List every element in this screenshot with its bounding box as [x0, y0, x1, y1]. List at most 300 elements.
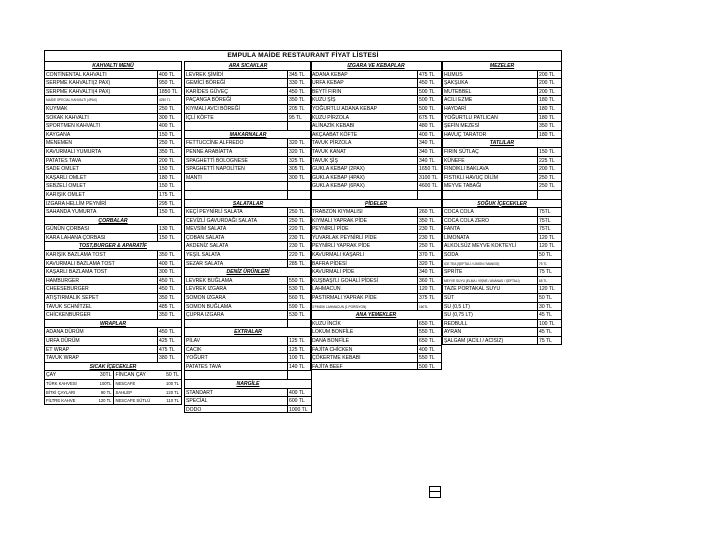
menu-item [310, 113, 442, 122]
menu-item [310, 362, 442, 371]
item-price: 75TL [539, 226, 551, 233]
item-name: GÜNÜN ÇORBASI [45, 225, 158, 233]
item-price: 250 TL [419, 243, 435, 250]
item-name: PAÇANGA BÖREĞİ [185, 96, 288, 104]
menu-item [44, 250, 182, 259]
menu-item [184, 302, 312, 311]
menu-item [184, 241, 312, 250]
item-name: KUZU PİRZOLA [311, 114, 418, 122]
item-name: DANA BONFİLE [311, 337, 418, 345]
item-price: 250 TL [159, 140, 175, 147]
item-price: 205 TL [289, 105, 305, 112]
item-name: TAVUK SCHNİTZEL [45, 303, 158, 311]
menu-item [310, 216, 442, 225]
item-price: 50 TL [539, 252, 552, 259]
item-price: 370 TL [419, 252, 435, 259]
item-name: PENNE ARABİATTA [185, 148, 288, 156]
section-header [184, 379, 312, 388]
item-price: 150 TL [159, 209, 175, 216]
menu-item [442, 181, 562, 190]
item-name: BAFRA PİDESİ [311, 260, 418, 268]
item-price: 350 TL [159, 312, 175, 319]
item-price: 200 TL [539, 71, 555, 78]
item-price: 125 TL [289, 338, 305, 344]
item-price: 120 TL [539, 243, 555, 250]
item-price: 120 TL [539, 234, 555, 241]
item-name: LEVREK IZGARA [185, 285, 288, 293]
item-name [185, 122, 288, 130]
item-price: 480 TL [419, 123, 435, 130]
item-price: 560 TL [289, 295, 305, 302]
item-price: 530 TL [289, 312, 305, 319]
item-price: 305 TL [289, 166, 305, 173]
column-1 [44, 61, 182, 405]
item-name [185, 182, 288, 190]
item-price: 375 TL [419, 295, 435, 302]
menu-item [44, 267, 182, 276]
item-name: MEYVE SUYU (ELMA / VİŞNE / ANANAS / ŞEFTALİ) [443, 277, 538, 285]
menu-item [184, 319, 312, 328]
menu-item [310, 156, 442, 165]
section-header-label: IZGARA VE KEBAPLAR [347, 63, 405, 69]
item-name [185, 320, 288, 328]
item-name: SEZAR SALATA [185, 260, 288, 268]
item-name: MUTEBBEL [443, 88, 538, 96]
item-name: CONTİNENTAL KAHVALTI [45, 71, 158, 79]
item-price: 320 TL [289, 148, 305, 155]
item-price: 590 TL [289, 303, 305, 310]
item-price: 300 TL [289, 174, 305, 181]
item-name: GUKLA KEBAP (4PAX) [311, 174, 418, 182]
item-name: STANDART [185, 389, 288, 397]
item-price: 230 TL [419, 226, 435, 233]
item-price: 75TL [539, 209, 551, 216]
item-name: MANTI [185, 174, 288, 182]
menu-item [44, 233, 182, 242]
item-name: FISTIKLI HAVUÇ DİLİM [443, 174, 538, 182]
menu-item [442, 293, 562, 302]
menu-item [442, 233, 562, 242]
item-price: 475 TL [159, 346, 175, 353]
menu-item [310, 345, 442, 354]
item-price: 30TL [87, 371, 114, 379]
menu-item [310, 250, 442, 259]
section-header-label: PİDELER [364, 200, 388, 207]
section-header-label: TATLILAR [489, 140, 515, 147]
item-price: 485 TL [159, 303, 175, 310]
item-price [288, 371, 311, 379]
item-name: CACIK [185, 346, 288, 354]
item-price: 400 TL [159, 260, 175, 267]
menu-item [184, 207, 312, 216]
item-price [288, 320, 311, 328]
menu-item [442, 259, 562, 268]
item-price: 175 TL [159, 191, 175, 198]
section-header-label: DENİZ ÜRÜNLERİ [226, 269, 270, 276]
item-name: KAVURMALI YUMURTA [45, 148, 158, 156]
item-price: 320 TL [419, 260, 435, 267]
menu-item [184, 353, 312, 362]
item-name: SEBZELİ OMLET [45, 182, 158, 190]
item-name: KAŞARLI OMLET [45, 174, 158, 182]
menu-item [310, 267, 442, 276]
menu-item [310, 207, 442, 216]
item-name: BİTKİ ÇAYLARI [46, 389, 76, 395]
item-price: 220 TL [289, 226, 305, 233]
item-name: HUMUS [443, 71, 538, 79]
menu-item [184, 164, 312, 173]
menu-item [184, 345, 312, 354]
item-price: 180 TL [539, 131, 555, 138]
item-name: İÇLİ KÖFTE [185, 114, 288, 122]
item-price: 345 TL [289, 71, 305, 78]
checkbox-icon [429, 486, 441, 498]
menu-item [184, 233, 312, 242]
menu-item [310, 336, 442, 345]
item-price: 200 TL [539, 88, 555, 95]
menu-item [442, 276, 562, 285]
item-name: YOĞURTLU PATLICAN [443, 114, 538, 122]
item-price: 110 TL [166, 398, 180, 404]
item-price: 120 TL [166, 389, 180, 395]
menu-item [44, 224, 182, 233]
menu-item [310, 87, 442, 96]
section-header [442, 199, 562, 208]
item-name: TAZE PORTAKAL SUYU [443, 285, 538, 293]
item-name: ET WRAP [45, 346, 158, 354]
menu-item [184, 216, 312, 225]
item-name: ÇOBAN SALATA [185, 234, 288, 242]
item-name: PASTIRMALI YAPRAK PİDE [311, 294, 418, 302]
item-price: 200 TL [539, 166, 555, 173]
item-price: 400 TL [419, 131, 435, 138]
section-header [310, 310, 442, 319]
item-price: 400 TL [289, 389, 305, 396]
item-price: 500 TL [419, 363, 435, 370]
item-price: 250 TL [289, 209, 305, 216]
menu-item [310, 78, 442, 87]
menu-item [44, 164, 182, 173]
section-header [184, 61, 312, 70]
item-name: TAVUK ŞİŞ [311, 157, 418, 165]
menu-item [442, 164, 562, 173]
item-price: 400 TL [159, 71, 175, 78]
item-price [418, 191, 441, 199]
item-name: CHEESEBURGER [45, 285, 158, 293]
item-name: SU (0,5 LT) [443, 303, 538, 311]
item-price: 530 TL [289, 286, 305, 293]
item-price: 450 TL [159, 277, 175, 284]
item-price: 180 TL [539, 105, 555, 112]
item-name: SU (0,75 LT) [443, 311, 538, 319]
item-price: 250 TL [539, 174, 555, 181]
item-name: ALKOLSÜZ MEYVE KOKTEYLİ [443, 242, 538, 250]
menu-item [184, 104, 312, 113]
item-price: 320 TL [289, 140, 305, 147]
item-name: KARIŞIK OMLET [45, 191, 158, 199]
item-name: AYRAN [443, 328, 538, 336]
item-price: 300 TL [159, 269, 175, 276]
item-name: ALİNAZİK KEBABI [311, 122, 418, 130]
item-price: 3100 TL [419, 174, 438, 181]
menu-item [310, 147, 442, 156]
item-name: PEYNİRLİ YAPRAK PİDE [311, 242, 418, 250]
item-name: SAHLEP [115, 389, 133, 395]
item-price: 350 TL [159, 295, 175, 302]
menu-item [44, 199, 182, 208]
menu-item [184, 147, 312, 156]
item-name: KAVURMALI PİDE [311, 268, 418, 276]
section-header [44, 241, 182, 250]
item-name: YEŞİL SALATA [185, 251, 288, 259]
menu-item [184, 173, 312, 182]
menu-item [442, 224, 562, 233]
item-price: 350 TL [419, 217, 435, 224]
item-name: YOĞURTLU ADANA KEBAP [311, 105, 418, 113]
menu-item [442, 336, 562, 345]
menu-item [310, 121, 442, 130]
item-price: 340 TL [419, 148, 435, 155]
item-price: 90 TL [87, 389, 114, 397]
item-price: 130 TL [159, 226, 175, 233]
menu-item [44, 173, 182, 182]
item-name [311, 191, 418, 199]
item-name: ŞAKŞUKA [443, 79, 538, 87]
item-price: 220 TL [289, 252, 305, 259]
item-price: 285 TL [289, 260, 305, 267]
item-price: 75TL [539, 217, 551, 224]
item-price: 1000 TL [289, 406, 308, 413]
item-name: ŞEFİN MEZESİ [443, 122, 538, 130]
menu-item [442, 156, 562, 165]
item-price: 450 TL [419, 80, 435, 87]
menu-item [184, 388, 312, 397]
item-name: PEYNİRLİ PİDE [311, 225, 418, 233]
item-price [288, 182, 311, 190]
menu-item [44, 353, 182, 362]
item-name: MENEMEN [45, 139, 158, 147]
item-name: KUŞBAŞI'LI GOHALİ PİDESİ [311, 277, 418, 285]
section-header-label: SALATALAR [232, 200, 264, 207]
menu-item [442, 190, 562, 199]
item-price: 140 TL [289, 363, 305, 370]
item-price: 120 TL [539, 286, 555, 293]
hot-drink-row [44, 379, 182, 388]
item-price: 4600 TL [419, 183, 438, 190]
item-name: LEVREK BUĞLAMA [185, 277, 288, 285]
menu-item [44, 113, 182, 122]
item-price: 350 TL [159, 148, 175, 155]
item-price: 425 TL [159, 338, 175, 344]
item-name: KAYGANA [45, 131, 158, 139]
menu-item [310, 95, 442, 104]
hot-drink-row [44, 370, 182, 379]
item-name: PİLAV [185, 337, 288, 345]
menu-item [310, 302, 442, 311]
item-name: SÜT [443, 294, 538, 302]
item-name: FİLTRE KAHVE [46, 398, 76, 404]
item-name: ŞALGAM (ACILI / ACISIZ) [443, 337, 538, 344]
item-price: 360 TL [419, 277, 435, 284]
item-name: FAJİTA BEEF [311, 363, 418, 370]
page-title: EMPULA MAİDE RESTAURANT FİYAT LİSTESİ [44, 50, 562, 61]
menu-item [310, 70, 442, 79]
item-price: 180 TL [539, 114, 555, 121]
item-name: KUZU ŞİŞ [311, 96, 418, 104]
item-price: 250 TL [539, 183, 555, 190]
section-header-label: SOĞUK İÇECEKLER [477, 200, 527, 207]
item-price: 340 TL [419, 269, 435, 276]
menu-item [184, 224, 312, 233]
item-price: 500 TL [419, 105, 435, 112]
menu-item [442, 147, 562, 156]
item-price: 550 TL [419, 329, 435, 336]
item-price: 650 TL [419, 338, 435, 344]
item-price: 340 TL [419, 140, 435, 147]
menu-item [310, 276, 442, 285]
item-price: 450 TL [159, 329, 175, 336]
menu-item [184, 310, 312, 319]
item-name: URFA KEBAP [311, 79, 418, 87]
menu-item [310, 241, 442, 250]
item-name: MEYVE TABAĞI [443, 182, 538, 190]
menu-item [184, 156, 312, 165]
item-price: 150 TL [159, 183, 175, 190]
item-price: 50 TL [166, 372, 180, 379]
item-price: 350 TL [159, 252, 175, 259]
menu-item [442, 173, 562, 182]
item-price: 75 TL [539, 261, 548, 266]
item-price: 380 TL [159, 355, 175, 362]
item-price: 350 TL [289, 97, 305, 104]
menu-item [44, 104, 182, 113]
menu-item [44, 336, 182, 345]
item-price: 150 TL [159, 234, 175, 241]
section-header [184, 130, 312, 139]
menu-item [310, 224, 442, 233]
item-name: DODO [185, 406, 288, 413]
section-header-label: MEZELER [489, 63, 515, 69]
menu-item [184, 370, 312, 379]
item-price: 100 TL [289, 355, 305, 362]
item-price: 65 TL [539, 278, 548, 283]
item-name: 3 FINDIK LAHMACUN (1 PORSİYON) [311, 303, 418, 311]
menu-item [310, 181, 442, 190]
item-price: 450 TL [159, 286, 175, 293]
item-name: MAİDE SPECİAL KAHVALTI (4PAX) [45, 96, 158, 104]
item-price: 200 TL [539, 80, 555, 87]
menu-item [442, 130, 562, 139]
item-name: MEVSİM SALATA [185, 225, 288, 233]
section-header [442, 138, 562, 147]
menu-item [442, 87, 562, 96]
item-name: CEVİZLİ GAVURDAĞI SALATA [185, 217, 288, 225]
menu-item [310, 164, 442, 173]
item-name: PATATES TAVA [185, 363, 288, 371]
menu-item [184, 250, 312, 259]
menu-item [310, 190, 442, 199]
item-name: KAVURMALI BAZLAMA TOST [45, 260, 158, 268]
menu-item [310, 173, 442, 182]
item-price: 500 TL [419, 97, 435, 104]
item-price: 230 TL [289, 243, 305, 250]
menu-item [44, 293, 182, 302]
menu-item [442, 327, 562, 336]
menu-item [184, 113, 312, 122]
item-name: HAYDARİ [443, 105, 538, 113]
item-name: CHİCKENBURGER [45, 311, 158, 319]
item-price: 30 TL [539, 303, 552, 310]
menu-item [310, 293, 442, 302]
item-name: YUVARLAK PEYNİRLİ PİDE [311, 234, 418, 242]
item-name: ÇUPRA IZGARA [185, 311, 288, 319]
item-price [288, 191, 311, 199]
item-name: FAJİTA CHİCKEN [311, 346, 418, 354]
item-name: HAMBURGER [45, 277, 158, 285]
section-header [44, 61, 182, 70]
menu-item [442, 284, 562, 293]
menu-item [442, 70, 562, 79]
menu-item [184, 293, 312, 302]
item-price: 475 TL [419, 71, 435, 78]
item-price: 1850 TL [159, 88, 178, 95]
menu-item [310, 104, 442, 113]
price-list-sheet [44, 50, 562, 463]
hot-drink-row [44, 396, 182, 405]
item-price: 650 TL [419, 320, 435, 327]
item-price: 230 TL [419, 234, 435, 241]
item-name: HAVUÇ TARATOR [443, 131, 538, 139]
menu-item [184, 259, 312, 268]
item-price: 180 TL [539, 97, 555, 104]
menu-item [442, 78, 562, 87]
item-price: 150 TL [159, 166, 175, 173]
item-name: LAHMACUN [311, 285, 418, 293]
item-name: LİMONATA [443, 234, 538, 242]
item-price: 100 TL [166, 380, 180, 386]
menu-item [442, 216, 562, 225]
menu-item [44, 138, 182, 147]
item-name: REDBULL [443, 320, 538, 328]
menu-item [44, 284, 182, 293]
item-name: KIYMALI YAPRAK PİDE [311, 217, 418, 225]
item-name: TAVUK WRAP [45, 354, 158, 362]
item-name: FIRIN SÜTLAÇ [443, 148, 538, 156]
item-price: 150 TL [159, 131, 175, 138]
item-name: KARIŞIK BAZLAMA TOST [45, 251, 158, 259]
item-name: KUYMAK [45, 105, 158, 113]
section-header-label: ÇORBALAR [98, 217, 128, 224]
section-header [442, 61, 562, 70]
menu-item [310, 319, 442, 328]
item-price: 150 TL [539, 148, 555, 155]
item-name: SPECİAL [185, 397, 288, 405]
item-name: TAVUK PİRZOLA [311, 139, 418, 147]
item-name: FETTUCCİNE ALFREDO [185, 139, 288, 147]
item-name: SOKAK KAHVALTI [45, 114, 158, 122]
menu-item [44, 207, 182, 216]
section-header [44, 319, 182, 328]
item-name: SAHANDA YUMURTA [45, 208, 158, 216]
menu-item [44, 70, 182, 79]
menu-item [184, 121, 312, 130]
item-name: NESCAFE [115, 380, 136, 386]
item-price: 400 TL [419, 346, 435, 353]
item-name: KAVURMALI KAŞARLI [311, 251, 418, 259]
section-header-label: SICAK İÇECEKLER [89, 363, 137, 370]
item-price: 675 TL [419, 114, 435, 121]
item-price: 45 TL [539, 312, 552, 319]
